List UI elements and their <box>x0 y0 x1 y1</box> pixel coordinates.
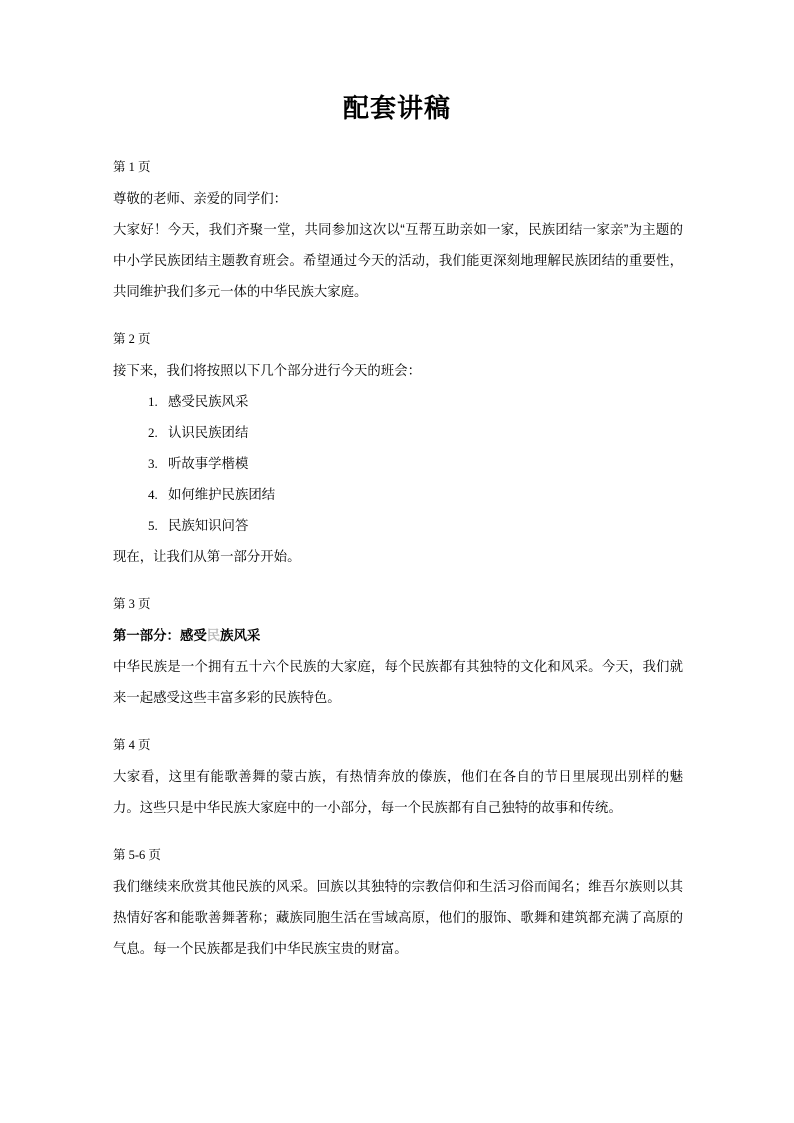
paragraph: 大家好！今天，我们齐聚一堂，共同参加这次以“互帮互助亲如一家，民族团结一家亲”为主题的中小学民族团结主题教育班会。希望通过今天的活动，我们能更深刻地理解民族团结的重要性，共同维护我们多元一体的中华民族大家庭。 <box>113 222 683 299</box>
section-heading-part-1: 第一部分：感受 <box>113 628 207 643</box>
list-item-label: 感受民族风采 <box>168 394 249 409</box>
paragraph: 大家看，这里有能歌善舞的蒙古族，有热情奔放的傣族，他们在各自的节日里展现出别样的魅力。这些只是中华民族大家庭中的一小部分，每一个民族都有自己独特的故事和传统。 <box>113 769 683 815</box>
list-item <box>113 479 683 510</box>
list-item-label: 民族知识问答 <box>168 518 249 533</box>
list-item-label: 如何维护民族团结 <box>168 487 276 502</box>
agenda-list <box>113 386 683 541</box>
page-label: 第 2 页 <box>113 332 151 346</box>
list-item <box>113 448 683 479</box>
section-page-5-6 <box>113 840 683 964</box>
list-item-label: 认识民族团结 <box>168 425 249 440</box>
paragraph: 我们继续来欣赏其他民族的风采。回族以其独特的宗教信仰和生活习俗而闻名；维吾尔族则以其热情好客和能歌善舞著称；藏族同胞生活在雪域高原，他们的服饰、歌舞和建筑都充满了高原的气息。每一个民族都是我们中华民族宝贵的财富。 <box>113 879 683 956</box>
list-item-label: 听故事学楷模 <box>168 456 249 471</box>
list-item <box>113 417 683 448</box>
section-heading-part-2: 族风采 <box>220 628 261 643</box>
section-heading <box>113 620 683 651</box>
list-item <box>113 386 683 417</box>
list-item <box>113 510 683 541</box>
paragraph: 中华民族是一个拥有五十六个民族的大家庭，每个民族都有其独特的文化和风采。今天，我们就来一起感受这些丰富多彩的民族特色。 <box>113 659 683 705</box>
page-label: 第 1 页 <box>113 160 151 174</box>
paragraph: 尊敬的老师、亲爱的同学们： <box>113 191 288 206</box>
section-heading-tinted-char: 民 <box>206 628 221 643</box>
page-label: 第 5-6 页 <box>113 848 161 862</box>
section-page-2 <box>113 324 683 572</box>
list-item-number: 5. <box>148 518 158 533</box>
list-item-number: 2. <box>148 425 158 440</box>
list-item-number: 4. <box>148 487 158 502</box>
page-label: 第 3 页 <box>113 597 151 611</box>
paragraph: 接下来，我们将按照以下几个部分进行今天的班会： <box>113 363 421 378</box>
list-item-number: 1. <box>148 394 158 409</box>
section-page-3 <box>113 589 683 713</box>
section-page-4 <box>113 730 683 823</box>
document-body <box>113 152 683 981</box>
section-page-1 <box>113 152 683 307</box>
list-item-number: 3. <box>148 456 158 471</box>
page-title: 配套讲稿 <box>342 94 451 123</box>
page-label: 第 4 页 <box>113 738 151 752</box>
paragraph: 现在，让我们从第一部分开始。 <box>113 549 301 564</box>
